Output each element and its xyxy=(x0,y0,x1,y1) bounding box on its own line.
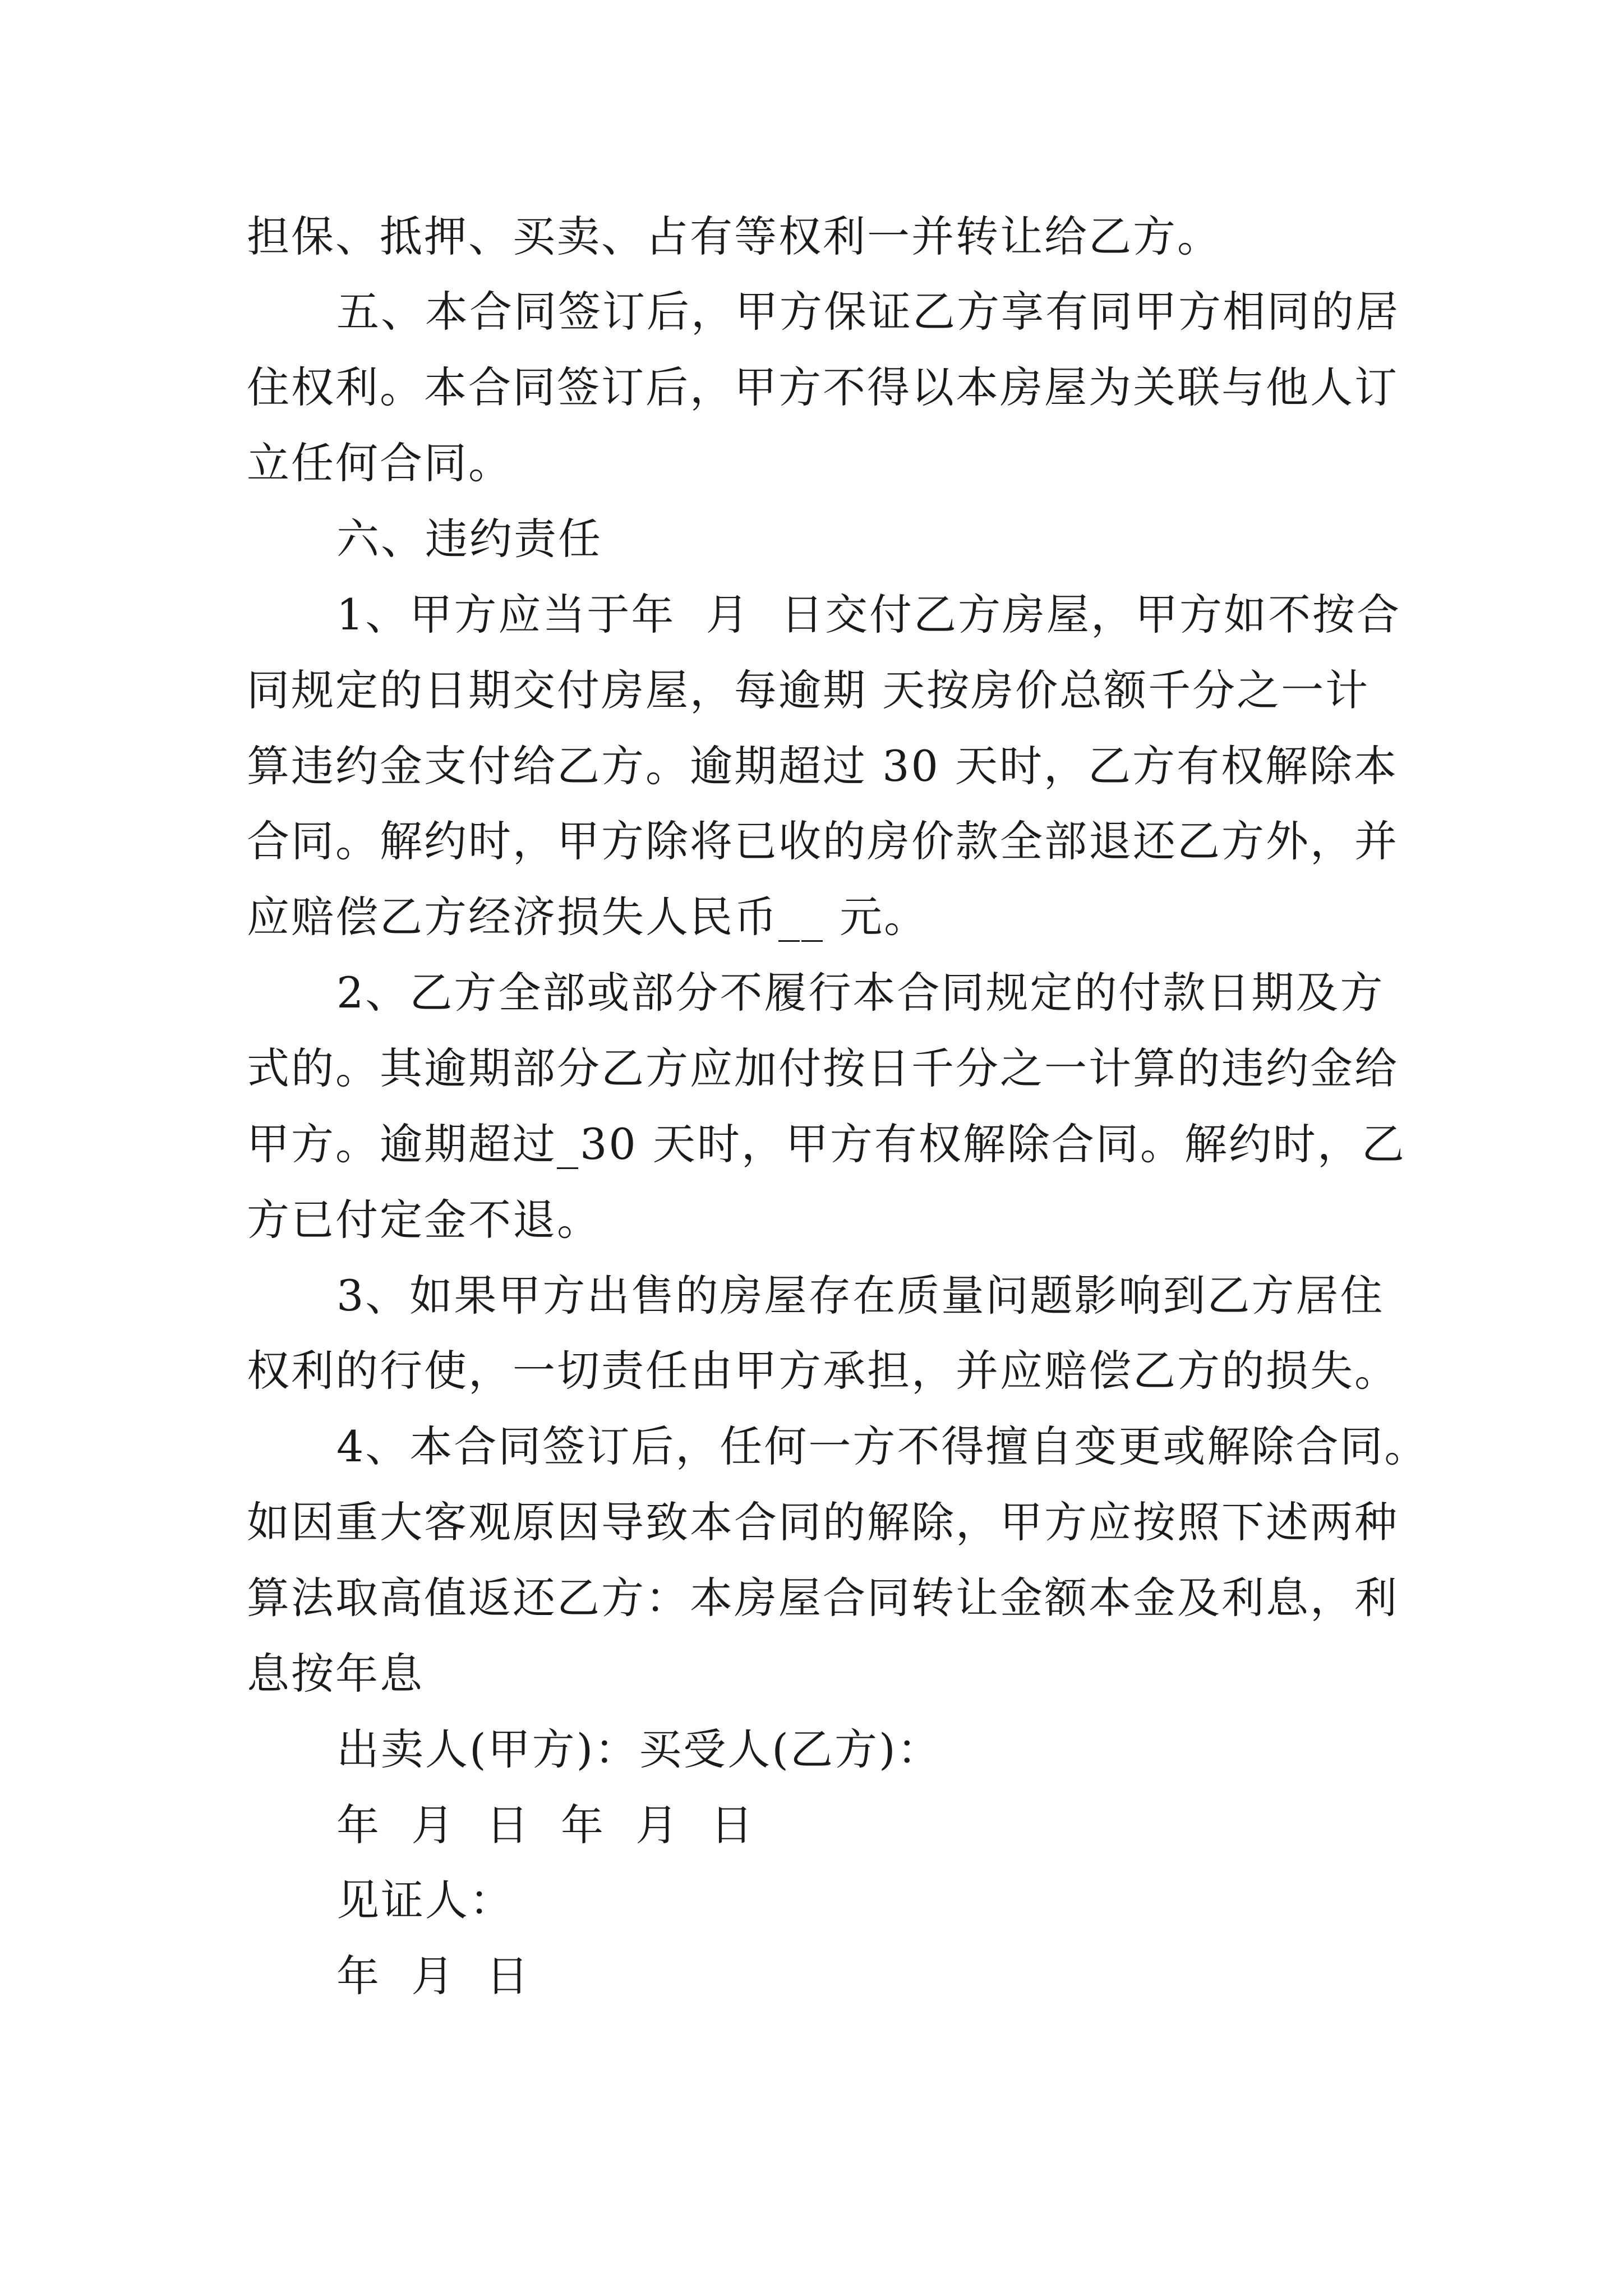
text-line: 式的。其逾期部分乙方应加付按日千分之一计算的违约金给 xyxy=(247,1043,1399,1093)
text-line: 担保、抵押、买卖、占有等权利一并转让给乙方。 xyxy=(247,211,1221,261)
text-line: 算法取高值返还乙方：本房屋合同转让金额本金及利息，利 xyxy=(247,1573,1399,1623)
text-line: 如因重大客观原因导致本合同的解除，甲方应按照下述两种 xyxy=(247,1497,1399,1547)
text-line: 2、乙方全部或部分不履行本合同规定的付款日期及方 xyxy=(336,968,1385,1018)
text-line: 同规定的日期交付房屋，每逾期 天按房价总额千分之一计 xyxy=(247,665,1370,715)
text-line: 住权利。本合同签订后，甲方不得以本房屋为关联与他人订 xyxy=(247,362,1399,412)
text-line: 甲方。逾期超过_30 天时，甲方有权解除合同。解约时，乙 xyxy=(247,1119,1406,1169)
signature-dates: 年 月 日 年 月 日 xyxy=(336,1800,755,1850)
witness-date: 年 月 日 xyxy=(336,1951,531,2001)
text-line: 算违约金支付给乙方。逾期超过 30 天时，乙方有权解除本 xyxy=(247,741,1399,791)
text-line: 五、本合同签订后，甲方保证乙方享有同甲方相同的居 xyxy=(336,287,1400,337)
text-line: 4、本合同签订后，任何一方不得擅自变更或解除合同。 xyxy=(336,1421,1429,1471)
text-line: 息按年息 xyxy=(247,1649,424,1699)
text-line: 方已付定金不退。 xyxy=(247,1195,601,1245)
signature-parties: 出卖人(甲方)：买受人(乙方)： xyxy=(336,1724,942,1774)
text-line: 3、如果甲方出售的房屋存在质量问题影响到乙方居住 xyxy=(336,1271,1385,1320)
text-line: 1、甲方应当于年 月 日交付乙方房屋，甲方如不按合 xyxy=(336,590,1401,639)
section-heading: 六、违约责任 xyxy=(336,514,602,564)
witness-label: 见证人： xyxy=(336,1875,514,1925)
text-line: 权利的行使，一切责任由甲方承担，并应赔偿乙方的损失。 xyxy=(247,1346,1399,1396)
text-line: 合同。解约时，甲方除将已收的房价款全部退还乙方外，并 xyxy=(247,816,1399,866)
text-line: 应赔偿乙方经济损失人民币__ 元。 xyxy=(247,892,929,942)
text-line: 立任何合同。 xyxy=(247,438,513,488)
